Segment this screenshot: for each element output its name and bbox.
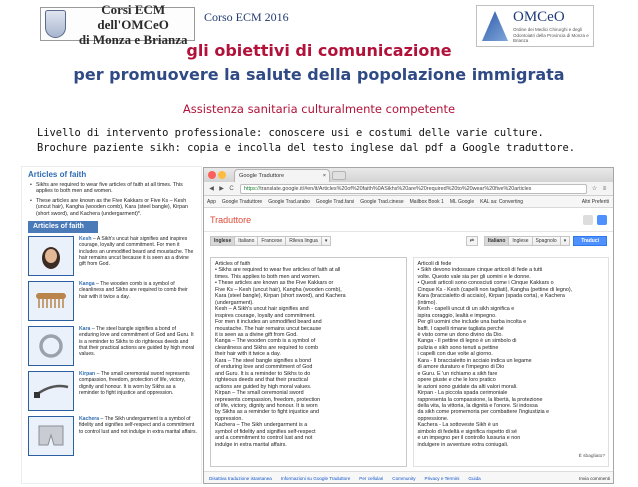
handout-bullet: • These articles are known as the Five Kakkars or Five Ks – Kesh (uncut hair), Kangha (wooden comb), Kara (steel bangle), Kirpan (short sword), and Kachera (undergarment)*. [36, 198, 195, 218]
browser-toolbar [204, 182, 613, 196]
url-rest: translate.google.it/#en/it/Articles%20of%20faith%0ASikhs%20are%20required%20to%20wear%20five%20articles [260, 185, 532, 192]
browser-window [203, 167, 614, 484]
translated-text-line: • Questi articoli sono conosciuti come i Cinque Kakkars o [417, 280, 554, 287]
article-name: Kesh [79, 236, 92, 243]
source-text-line: actions are guided by high moral values. [215, 383, 312, 390]
source-lang-tab[interactable]: Francese [257, 236, 286, 246]
translated-text-line: indulgere in avventure extra coniugali. [417, 441, 509, 448]
body-line-1: Livello di intervento professionale: conoscere usi e costumi delle varie culture. [37, 127, 544, 139]
source-lang-tab[interactable]: Inglese [210, 236, 235, 246]
source-text-line: inspires courage, loyalty and commitment. [215, 312, 316, 319]
bookmark-item[interactable]: Google Trad.farsi [315, 198, 355, 205]
reload-icon[interactable]: C [229, 185, 234, 192]
logo-right-brand: OMCeO [513, 9, 565, 25]
source-text-line: • Sikhs are required to wear five articles of faith at all [215, 267, 341, 274]
handout-bullets [36, 182, 195, 218]
source-text-line: and a commitment to control lust and not [215, 435, 313, 442]
source-text-line: and Guru. It is a reminder to Sikhs to do [215, 370, 311, 377]
tab-close-icon[interactable]: × [322, 173, 326, 179]
crest-icon [45, 10, 66, 38]
bangle-icon [28, 326, 74, 366]
hair-icon [28, 236, 74, 276]
footer-link[interactable]: Guida [468, 475, 481, 481]
url-secure: https:// [244, 185, 261, 192]
translated-text-line: di amore duraturo e l'impegno di Dio [417, 364, 505, 371]
footer-link[interactable]: Disattiva traduzione istantanea [209, 475, 272, 481]
bookmark-item[interactable]: Google Trad.cinese [360, 198, 404, 205]
article-kesh [28, 236, 197, 278]
bookmarks-bar [204, 196, 613, 208]
article-text: – The steel bangle signifies a bond of enduring love and commitment of God and Guru. It is a reminder to Sikhs to do righteous deeds and that their practical actions are guided by high moral values. [79, 326, 195, 358]
new-tab-button[interactable] [332, 171, 346, 180]
source-text-line: of enduring love and commitment of God [215, 364, 313, 371]
slide-subtitle: Assistenza sanitaria culturalmente competente [182, 102, 456, 116]
translated-text-line: e un impegno per il controllo lussuria e non [417, 435, 521, 442]
logo-left-line2: di Monza e Brianza [78, 31, 188, 47]
address-bar[interactable] [240, 184, 587, 194]
handout-heading: Articles of faith [28, 170, 87, 179]
translated-text-line: Kanga - Il pettine di legno è un simbolo di [417, 338, 517, 345]
source-text-line: Kachera – The Sikh undergarment is a [215, 422, 308, 429]
source-text-line: For men it includes an unmodified beard and [215, 319, 322, 326]
target-lang-tab[interactable]: Spagnolo [532, 236, 561, 246]
source-lang-tab[interactable]: Rileva lingua [285, 236, 322, 246]
target-lang-tab[interactable]: Inglese [508, 236, 532, 246]
translated-text-line: Articoli di fede [417, 261, 452, 267]
source-text-line: of life, victory, dignity and honour. It is worn [215, 402, 318, 409]
source-text-line: (undergarment). [215, 299, 254, 306]
source-text-line: Kesh – A Sikh's uncut hair signifies and [215, 306, 309, 313]
article-kirpan [28, 371, 197, 413]
bookmark-item[interactable]: App [207, 198, 216, 205]
source-text-line: Kara – The steel bangle signifies a bond [215, 357, 312, 364]
sword-icon [28, 371, 74, 411]
source-text-line: Kanga – The wooden comb is a symbol of [215, 338, 316, 345]
translated-text-line: Cinque Ks - Kesh (capelli non tagliati), Kangha (pettine di legno), [417, 286, 573, 293]
translated-text-line: Kara - Il braccialetto in acciaio indica un legame [417, 357, 532, 364]
footer-link[interactable]: Community [392, 475, 416, 481]
target-lang-dropdown[interactable]: ▾ [560, 236, 571, 246]
source-text-line: indulge in extra marital affairs. [215, 441, 287, 448]
translated-text-line: è visto come un dono divino da Dio. [417, 331, 503, 338]
suggest-edit-link[interactable]: È sbagliato? [578, 454, 605, 459]
omceo-mark-icon [482, 11, 508, 41]
translate-footer [204, 471, 614, 484]
bookmark-item[interactable]: KAL sa: Converting [480, 198, 524, 205]
footer-link[interactable]: Privacy e Termini [424, 475, 460, 481]
page-title: Traduttore [210, 214, 252, 225]
source-text-line: Five Ks – Kesh (uncut hair), Kangha (wooden comb), [215, 286, 342, 293]
source-text-line: • These articles are known as the Five Kakkars or [215, 280, 334, 287]
bookmark-item[interactable]: Mailbox Book 1 [409, 198, 444, 205]
translated-text-line: Kara (braccialetto di acciaio), Kirpan (spada corta), e Kachera [417, 293, 565, 300]
back-icon[interactable]: ◀ [209, 186, 214, 192]
translated-text-line: Kirpan - La piccola spada cerimoniale [417, 390, 508, 397]
translated-text-line: le azioni sono guidate da alti valori morali. [417, 383, 518, 390]
bookmark-item[interactable]: Google Trad.arabo [268, 198, 310, 205]
article-kanga [28, 281, 197, 323]
source-text-line: oppression. [215, 415, 243, 422]
source-text-line: righteous deeds and that their practical [215, 377, 308, 384]
logo-left-line1: Corsi ECM dell'OMCeO [97, 1, 169, 32]
translated-text-line: opere giuste e che le loro pratico [417, 377, 496, 384]
translated-text-line: baffi. I capelli rimane tagliata perché [417, 325, 504, 332]
translated-text-line: Kachera - La sottoveste Sikh è un [417, 422, 499, 429]
slide-title-line2: per promuovere la salute della popolazione immigrata [73, 65, 565, 84]
source-text-line: their hair with it twice a day. [215, 351, 281, 358]
source-text-line: moustache. The hair remains uncut because [215, 325, 322, 332]
translated-text-line: Kesh - capelli uncut di un sikh significa e [417, 306, 515, 313]
translation-output [413, 257, 610, 467]
tab-title: Google Traduttore [239, 173, 285, 179]
article-text: – The Sikh undergarment is a symbol of fidelity and signifies self-respect and a commitment to control lust and not indulge in extra marital affairs. [79, 416, 197, 435]
handout-bullet: • Sikhs are required to wear five articles of faith at all times. This applies to both men and women. [36, 182, 195, 195]
source-text-line: Kirpan – The small ceremonial sword [215, 390, 304, 397]
apps-icon[interactable] [583, 215, 593, 225]
translate-header [204, 208, 613, 232]
close-window-icon[interactable] [208, 171, 216, 179]
translated-text-line: oppressione. [417, 415, 449, 422]
translated-text-line: ispira coraggio, lealtà e impegno. [417, 312, 497, 319]
translated-text-line: rappresenta la compassione, la libertà, la protezione [417, 396, 543, 403]
article-text: – The small ceremonial sword represents compassion, freedom, protection of life, victory, dignity and honour. It is worn by Sikhs as a reminder to fight injustice and oppression. [79, 371, 190, 397]
target-lang-tab[interactable]: Italiano [484, 236, 510, 246]
article-kara [28, 326, 197, 368]
source-lang-dropdown[interactable]: ▾ [321, 236, 332, 246]
star-icon[interactable]: ☆ [591, 186, 598, 192]
bookmark-item[interactable]: Google Traduttore [221, 198, 263, 205]
translated-text-line: simbolo di fedeltà e significa rispetto di sé [417, 428, 517, 435]
translated-text-line: e Guru. E 'un richiamo a sikh fare [417, 370, 498, 377]
translated-text-line: della vita, la vittoria, la dignità e l'onore. Si indossa [417, 402, 538, 409]
browser-tab[interactable] [234, 169, 330, 182]
article-name: Kanga [79, 281, 95, 288]
footer-link[interactable]: Per cellulari [359, 475, 384, 481]
sikh-brochure-excerpt [21, 166, 202, 484]
body-line-2: Brochure paziente sikh: copia e incolla del testo inglese dal pdf a Google traduttore. [37, 142, 575, 154]
logo-right-subtext: Ordine dei Medici Chirurghi e degli Odontoiatri della Provincia di Monza e Brianza [513, 27, 589, 43]
translated-text-line: volte. Questo vale sia per gli uomini e le donne. [417, 273, 531, 280]
translation-panes [210, 257, 609, 467]
source-lang-tab[interactable]: Italiano [234, 236, 258, 246]
language-bar [204, 232, 613, 250]
source-text-line: symbol of fidelity and signifies self-respect [215, 428, 316, 435]
forward-icon[interactable]: ▶ [219, 186, 224, 192]
course-label: Corso ECM 2016 [204, 10, 289, 24]
source-text-line: times. This applies to both men and women. [215, 273, 321, 280]
translated-text-line: • Sikh devono indossare cinque articoli di fede a tutti [417, 267, 543, 274]
translated-text-line: (intimo). [417, 299, 437, 306]
undergarment-icon [28, 416, 74, 456]
source-text-line: by Sikhs as a reminder to fight injustice and [215, 409, 319, 416]
minimize-window-icon[interactable] [218, 171, 226, 179]
source-text-line: it is seen as a divine gift from God. [215, 331, 298, 338]
footer-link[interactable]: Informazioni su Google Traduttore [280, 475, 351, 481]
send-feedback-link[interactable]: Invia commenti [579, 475, 610, 481]
article-text: – The wooden comb is a symbol of cleanliness and Sikhs are required to comb their hair with it twice a day. [79, 281, 188, 300]
source-text-line: represents compassion, freedom, protection [215, 396, 321, 403]
bookmark-item[interactable]: ML Google [449, 198, 475, 205]
source-textarea[interactable] [210, 257, 407, 467]
comb-icon [28, 281, 74, 321]
account-icon[interactable] [597, 215, 607, 225]
article-name: Kirpan [79, 371, 96, 378]
swap-languages-button[interactable]: ⇄ [466, 236, 478, 246]
article-text: – A Sikh's uncut hair signifies and inspires courage, loyalty and commitment. For men it includes an unmodified beard and moustache. The hair remains uncut because it is seen as a divine gift from God. [79, 236, 194, 268]
article-name: Kara [79, 326, 91, 333]
article-name: Kachera [79, 416, 100, 423]
slide-title-line1: gli obiettivi di comunicazione [186, 41, 452, 60]
other-bookmarks[interactable]: Altri Preferiti [581, 198, 609, 205]
translated-text-line: Per gli uomini che include una barba incolta e [417, 319, 527, 326]
translated-text-line: pulizia e sikh sono tenuti a pettine [417, 344, 499, 351]
browser-titlebar [204, 168, 613, 182]
translate-button[interactable]: Traduci [573, 236, 607, 246]
handout-banner: Articles of faith [28, 221, 98, 234]
menu-icon[interactable]: ≡ [602, 185, 607, 192]
omceo-logo-left [40, 1, 195, 47]
translated-text-line: da sikh come promemoria per combattere l'ingiustizia e [417, 409, 550, 416]
article-kachera [28, 416, 197, 458]
source-text-line: Kara (steel bangle), Kirpan (short sword), and Kachera [215, 293, 346, 300]
source-text-line: cleanliness and Sikhs are required to comb [215, 344, 319, 351]
source-text-line: Articles of faith [215, 261, 251, 267]
translated-text-line: i capelli con due volte al giorno. [417, 351, 493, 358]
